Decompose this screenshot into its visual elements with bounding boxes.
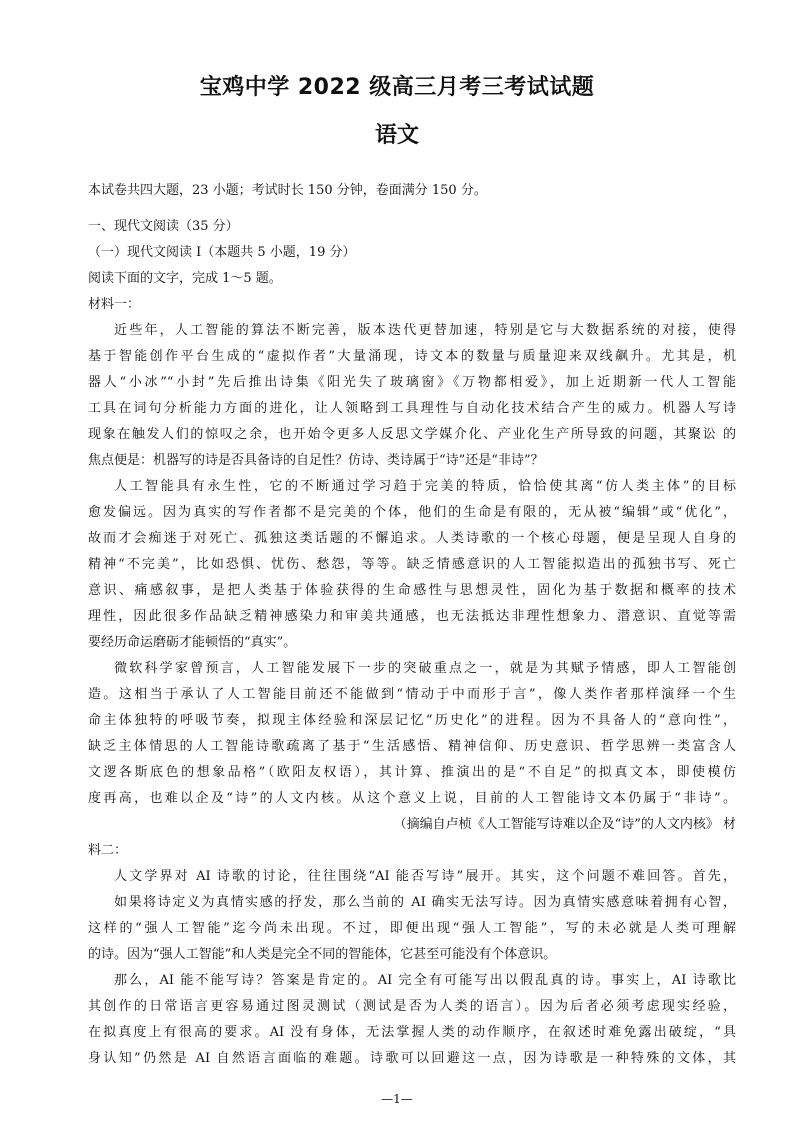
exam-title: 宝鸡中学 2022 级高三月考三考试试题 — [199, 75, 595, 100]
section-subheading: （一）现代文阅读 I（本题共 5 小题，19 分） — [88, 245, 356, 260]
paragraph-line: 的诗。因为“强人工智能”和人类是完全不同的智能体，它甚至可能没有个体意识。 — [88, 947, 557, 962]
exam-intro: 本试卷共四大题，23 小题；考试时长 150 分钟，卷面满分 150 分。 — [88, 183, 487, 198]
paragraph-line: 这样的“强人工智能”迄今尚未出现。不过，即便出现“强人工智能”，写的未必就是人类可理解 — [88, 921, 736, 936]
exam-subject: 语文 — [374, 123, 419, 148]
paragraph-line: 器人“小冰”“小封”先后推出诗集《阳光失了玻璃窗》《万物都相爱》，加上近期新一代人工智能 — [88, 375, 736, 390]
material-one-label: 材料一： — [88, 297, 141, 312]
paragraph-line: 意识、痛感叙事，是把人类基于体验获得的生命感性与思想灵性，固化为基于数据和概率的技术 — [88, 583, 736, 598]
reading-instruction: 阅读下面的文字，完成 1～5 题。 — [88, 271, 282, 286]
paragraph-line: 人工智能具有永生性，它的不断通过学习趋于完美的特质，恰恰使其离“仿人类主体”的目标 — [114, 479, 736, 494]
material-two-text — [88, 864, 736, 1072]
paragraph-line: 造。这相当于承认了人工智能目前还不能做到“情动于中而形于言”，像人类作者那样演绎一个生 — [88, 687, 736, 702]
paragraph-line: 如果将诗定义为真情实感的抒发，那么当前的 AI 确实无法写诗。因为真情实感意味着拥有心智， — [114, 895, 736, 910]
paragraph-line: 愈发偏远。因为真实的写作者都不是完美的个体，他们的生命是有限的，无从被“编辑”或“优化”， — [88, 505, 736, 520]
paragraph-line: 基于智能创作平台生成的“虚拟作者”大量涌现，诗文本的数量与质量迎来双线飙升。尤其是，机 — [88, 349, 736, 364]
spacer — [88, 204, 736, 214]
paragraph-line: 身认知”仍然是 AI 自然语言面临的难题。诗歌可以回避这一点，因为诗歌是一种特殊的文体，其 — [88, 1051, 736, 1066]
paragraph-line: 人文学界对 AI 诗歌的讨论，往往围绕“AI 能否写诗”展开。其实，这个问题不难回答。首先， — [114, 869, 736, 884]
paragraph-line: 近些年，人工智能的算法不断完善，版本迭代更替加速，特别是它与大数据系统的对接，使得 — [114, 323, 736, 338]
paragraph-line: 度再高，也难以企及“诗”的人文内核。从这个意义上说，目前的人工智能诗文本仍属于“非诗”。 — [88, 791, 736, 806]
paragraph-line: 故而才会痴迷于对死亡、孤独这类话题的不懈追求。人类诗歌的一个核心母题，便是呈现人自身的 — [88, 531, 736, 546]
paragraph-line: 那么，AI 能不能写诗？答案是肯定的。AI 完全有可能写出以假乱真的诗。事实上，AI 诗歌比 — [114, 973, 736, 988]
paragraph-line: 要经历命运磨砺才能顿悟的“真实”。 — [88, 635, 297, 650]
paragraph-line: 其创作的日常语言更容易通过图灵测试（测试是否为人类的语言）。因为后者必须考虑现实经验， — [88, 999, 736, 1014]
material-one-text — [88, 318, 736, 838]
paragraph-line: 现象在触发人们的惊叹之余，也开始令更多人反思文学媒介化、产业化生产所导致的问题，其聚讼 的 — [88, 427, 736, 442]
paragraph-line: 命主体独特的呼吸节奏，拟现主体经验和深层记忆“历史化”的进程。因为不具备人的“意向性”， — [88, 713, 736, 728]
paragraph-line: 缺乏主体情思的人工智能诗歌疏离了基于“生活感悟、精神信仰、历史意识、哲学思辨一类富含人 — [88, 739, 736, 754]
material-two-label: 料二： — [88, 843, 128, 858]
paragraph-line: 文逻各斯底色的想象品格”（欧阳友权语），其计算、推演出的是“不自足”的拟真文本，即使模仿 — [88, 765, 736, 780]
section-heading: 一、现代文阅读（35 分） — [88, 219, 239, 234]
paragraph-line: 微软科学家曾预言，人工智能发展下一步的突破重点之一，就是为其赋予情感，即人工智能创 — [114, 661, 736, 676]
exam-body — [88, 178, 736, 1072]
paragraph-line: 精神“不完美”，比如恐惧、忧伤、愁怨，等等。缺乏情感意识的人工智能拟造出的孤独书写、死亡 — [88, 557, 736, 572]
paragraph-line: 焦点便是：机器写的诗是否具备诗的自足性？仿诗、类诗属于“诗”还是“非诗”？ — [88, 453, 544, 468]
paragraph-line: 理性，因此很多作品缺乏精神感染力和审美共通感，也无法抵达非理性想象力、潜意识、直觉等需 — [88, 609, 736, 624]
source-citation: （摘编自卢桢《人工智能写诗难以企及“诗”的人文内核》 材 — [393, 817, 736, 832]
paragraph-line: 在拟真度上有很高的要求。AI 没有身体，无法掌握人类的动作顺序，在叙述时难免露出破绽，“具 — [88, 1025, 736, 1040]
page-number: —1— — [381, 1092, 413, 1106]
paragraph-line: 工具在词句分析能力方面的进化，让人领略到工具理性与自动化技术结合产生的威力。机器人写诗 — [88, 401, 736, 416]
